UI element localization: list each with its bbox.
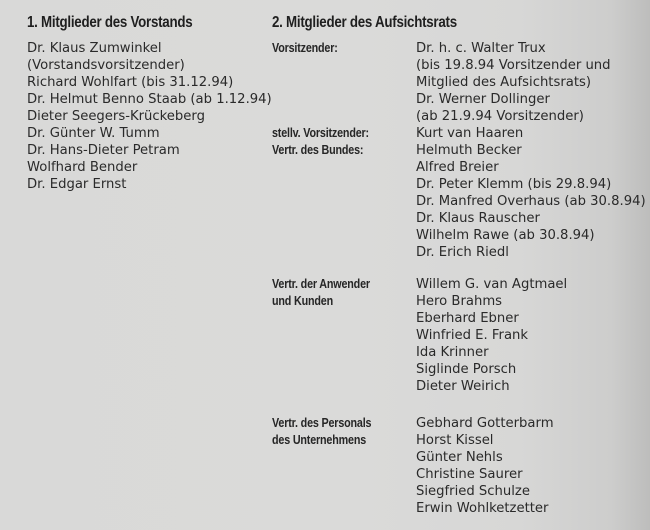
group-label-deputy-chairman xyxy=(272,125,369,142)
board-member: Dr. Günter W. Tumm xyxy=(27,126,160,141)
section1-heading: 1. Mitglieder des Vorstands xyxy=(27,14,193,31)
board-member: Dr. Edgar Ernst xyxy=(27,177,127,192)
supervisory-member: Winfried E. Frank xyxy=(416,328,529,343)
board-member: (Vorstandsvorsitzender) xyxy=(27,58,185,73)
supervisory-member-note: (ab 21.9.94 Vorsitzender) xyxy=(416,109,584,124)
group-label-chairman xyxy=(272,40,338,57)
supervisory-member: Helmuth Becker xyxy=(416,143,522,158)
supervisory-member-note: Mitglied des Aufsichtsrats) xyxy=(416,75,592,90)
board-member: Wolfhard Bender xyxy=(27,160,138,175)
supervisory-member: Dr. Erich Riedl xyxy=(416,245,509,260)
supervisory-member: Siegfried Schulze xyxy=(416,484,530,499)
group-names-chairman xyxy=(416,40,611,125)
group-label-line: und Kunden xyxy=(272,294,333,308)
supervisory-member: Dieter Weirich xyxy=(416,379,510,394)
supervisory-member: Siglinde Porsch xyxy=(416,362,517,377)
supervisory-member: Willem G. van Agtmael xyxy=(416,277,568,292)
group-names-users-customers xyxy=(416,276,567,395)
board-member: Dr. Klaus Zumwinkel xyxy=(27,41,162,56)
supervisory-member: Gebhard Gotterbarm xyxy=(416,416,554,431)
supervisory-member: Dr. Manfred Overhaus (ab 30.8.94) xyxy=(416,194,646,209)
supervisory-member: Horst Kissel xyxy=(416,433,494,448)
supervisory-member: Alfred Breier xyxy=(416,160,499,175)
group-label-line: stellv. Vorsitzender: xyxy=(272,126,369,140)
board-member-list xyxy=(27,40,272,193)
supervisory-member: Dr. h. c. Walter Trux xyxy=(416,41,546,56)
supervisory-member: Dr. Klaus Rauscher xyxy=(416,211,540,226)
board-member: Dr. Helmut Benno Staab (ab 1.12.94) xyxy=(27,92,272,107)
group-names-staff-representatives xyxy=(416,415,554,517)
supervisory-member: Dr. Peter Klemm (bis 29.8.94) xyxy=(416,177,612,192)
supervisory-member: Eberhard Ebner xyxy=(416,311,519,326)
section2-heading: 2. Mitglieder des Aufsichtsrats xyxy=(272,14,457,31)
supervisory-member: Günter Nehls xyxy=(416,450,503,465)
board-member: Richard Wohlfart (bis 31.12.94) xyxy=(27,75,234,90)
group-label-line: Vertr. des Bundes: xyxy=(272,143,364,157)
supervisory-member: Dr. Werner Dollinger xyxy=(416,92,550,107)
group-names-federal-representatives xyxy=(416,142,646,261)
supervisory-member-note: (bis 19.8.94 Vorsitzender und xyxy=(416,58,611,73)
group-label-users-customers xyxy=(272,276,370,310)
group-label-line: des Unternehmens xyxy=(272,433,367,447)
supervisory-member: Ida Krinner xyxy=(416,345,489,360)
supervisory-member: Wilhelm Rawe (ab 30.8.94) xyxy=(416,228,595,243)
supervisory-member: Erwin Wohlketzetter xyxy=(416,501,549,516)
group-names-deputy-chairman xyxy=(416,125,523,142)
supervisory-member: Kurt van Haaren xyxy=(416,126,524,141)
supervisory-member: Hero Brahms xyxy=(416,294,503,309)
group-label-staff-representatives xyxy=(272,415,371,449)
group-label-line: Vertr. der Anwender xyxy=(272,277,370,291)
board-member: Dieter Seegers-Krückeberg xyxy=(27,109,205,124)
group-label-line: Vorsitzender: xyxy=(272,41,338,55)
group-label-line: Vertr. des Personals xyxy=(272,416,372,430)
supervisory-member: Christine Saurer xyxy=(416,467,523,482)
group-label-federal-representatives xyxy=(272,142,363,159)
board-member: Dr. Hans-Dieter Petram xyxy=(27,143,180,158)
